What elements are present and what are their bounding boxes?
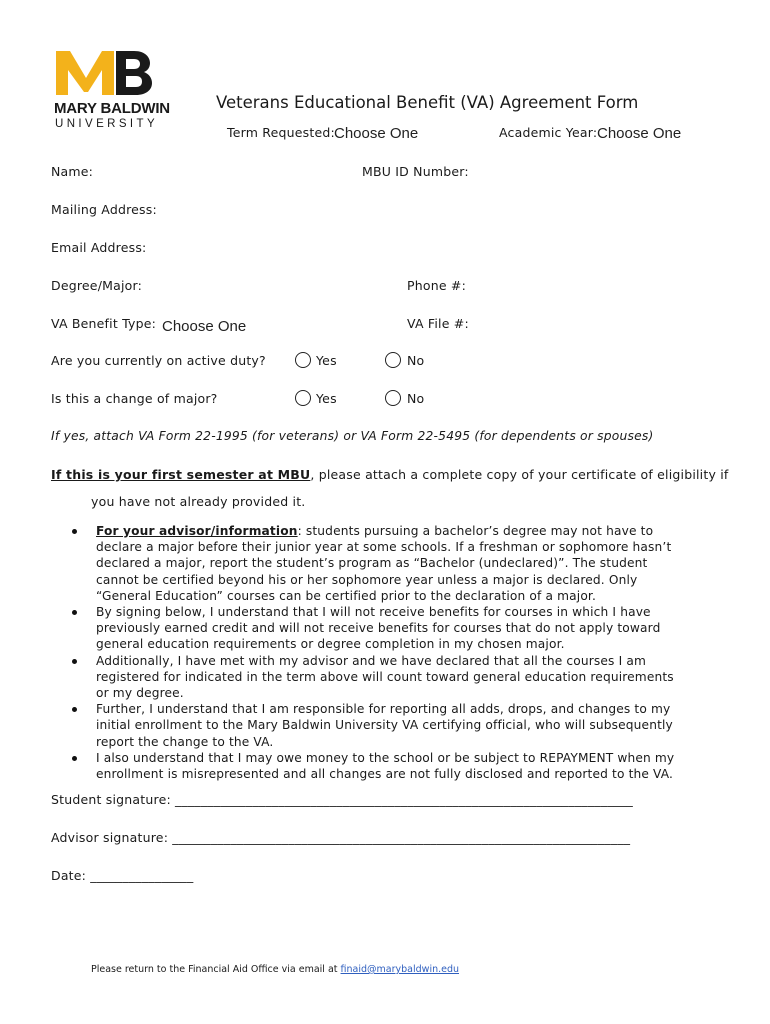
va-benefit-type-select[interactable]: Choose One xyxy=(162,318,247,335)
va-benefit-type-label: VA Benefit Type: xyxy=(51,316,157,331)
bullet-repayment xyxy=(96,750,690,782)
active-duty-yes-label: Yes xyxy=(316,353,337,368)
bullet-repayment-text: I also understand that I may owe money to the school or be subject to REPAYMENT when my enrollment is misrepresented and all changes are not fully disclosed and reported to the VA. xyxy=(96,750,675,782)
term-requested-select[interactable]: Choose One xyxy=(334,125,419,142)
active-duty-question: Are you currently on active duty? xyxy=(51,353,266,368)
active-duty-no-label: No xyxy=(407,353,425,368)
bullet-reporting xyxy=(96,701,690,750)
terms-bullet-list xyxy=(96,523,690,782)
date-line[interactable]: Date: ________________ xyxy=(51,868,194,883)
bullet-advisor-declared-text: Additionally, I have met with my advisor and we have declared that all the courses I am registered for indicated in the term above will count toward general education requirements or my degree. xyxy=(96,653,674,701)
va-file-field[interactable] xyxy=(468,312,718,332)
mbu-id-field[interactable] xyxy=(468,160,718,180)
change-major-no-radio[interactable] xyxy=(385,390,401,406)
attach-form-note: If yes, attach VA Form 22-1995 (for veterans) or VA Form 22-5495 (for dependents or spouses) xyxy=(51,429,654,443)
university-logo xyxy=(54,50,170,134)
form-title: Veterans Educational Benefit (VA) Agreement Form xyxy=(216,93,639,112)
mailing-address-field[interactable] xyxy=(155,198,715,218)
bullet-advisor-text: : students pursuing a bachelor’s degree may not have to declare a major before their junior year at some schools. If a freshman or sophomore hasn’t declared a major, report the student’s program as “Bachelor (undeclared)”. The student cannot be certified beyond his or her sophomore year unless a major is declared. Only “General Education” courses can be certified prior to the declaration of a major. xyxy=(96,524,672,603)
mb-monogram-icon xyxy=(54,50,154,96)
first-semester-lead: If this is your first semester at MBU xyxy=(51,467,311,482)
advisor-signature-line[interactable]: Advisor signature: _______________________________________________________________________ xyxy=(51,830,631,845)
bullet-advisor-info xyxy=(96,523,690,604)
change-major-yes-radio[interactable] xyxy=(295,390,311,406)
financial-aid-email-link[interactable]: finaid@marybaldwin.edu xyxy=(340,964,460,975)
active-duty-yes-radio[interactable] xyxy=(295,352,311,368)
name-field[interactable] xyxy=(100,160,350,180)
bullet-advisor-lead: For your advisor/information xyxy=(96,524,298,538)
bullet-prior-credit xyxy=(96,604,690,653)
email-address-label: Email Address: xyxy=(51,240,147,255)
mbu-id-label: MBU ID Number: xyxy=(362,164,469,179)
bullet-prior-credit-text: By signing below, I understand that I will not receive benefits for courses in which I have previously earned credit and will not receive benefits for courses that do not apply toward general education requirements or degree completion in my chosen major. xyxy=(96,605,661,652)
first-semester-rest: , please attach a complete copy of your certificate of eligibility if xyxy=(310,467,729,482)
term-requested-label: Term Requested: xyxy=(227,125,335,140)
active-duty-no-radio[interactable] xyxy=(385,352,401,368)
academic-year-label: Academic Year: xyxy=(499,125,598,140)
first-semester-paragraph xyxy=(51,467,729,482)
degree-major-field[interactable] xyxy=(140,274,390,294)
change-major-question: Is this a change of major? xyxy=(51,391,218,406)
student-signature-line[interactable]: Student signature: _______________________________________________________________________ xyxy=(51,792,633,807)
name-label: Name: xyxy=(51,164,94,179)
first-semester-line2: you have not already provided it. xyxy=(91,494,306,509)
email-address-field[interactable] xyxy=(145,236,715,256)
footer-text: Please return to the Financial Aid Office via email at xyxy=(91,964,338,975)
va-file-label: VA File #: xyxy=(407,316,469,331)
bullet-reporting-text: Further, I understand that I am responsible for reporting all adds, drops, and changes to my initial enrollment to the Mary Baldwin University VA certifying official, who will subsequently report the change to the VA. xyxy=(96,702,673,749)
mailing-address-label: Mailing Address: xyxy=(51,202,157,217)
phone-label: Phone #: xyxy=(407,278,466,293)
bullet-advisor-declared xyxy=(96,653,690,702)
degree-major-label: Degree/Major: xyxy=(51,278,143,293)
change-major-yes-label: Yes xyxy=(316,391,337,406)
logo-line2: UNIVERSITY xyxy=(55,118,159,130)
logo-line1: MARY BALDWIN xyxy=(54,100,170,117)
phone-field[interactable] xyxy=(465,274,715,294)
academic-year-select[interactable]: Choose One xyxy=(597,125,682,142)
change-major-no-label: No xyxy=(407,391,425,406)
footer-note xyxy=(91,964,459,975)
